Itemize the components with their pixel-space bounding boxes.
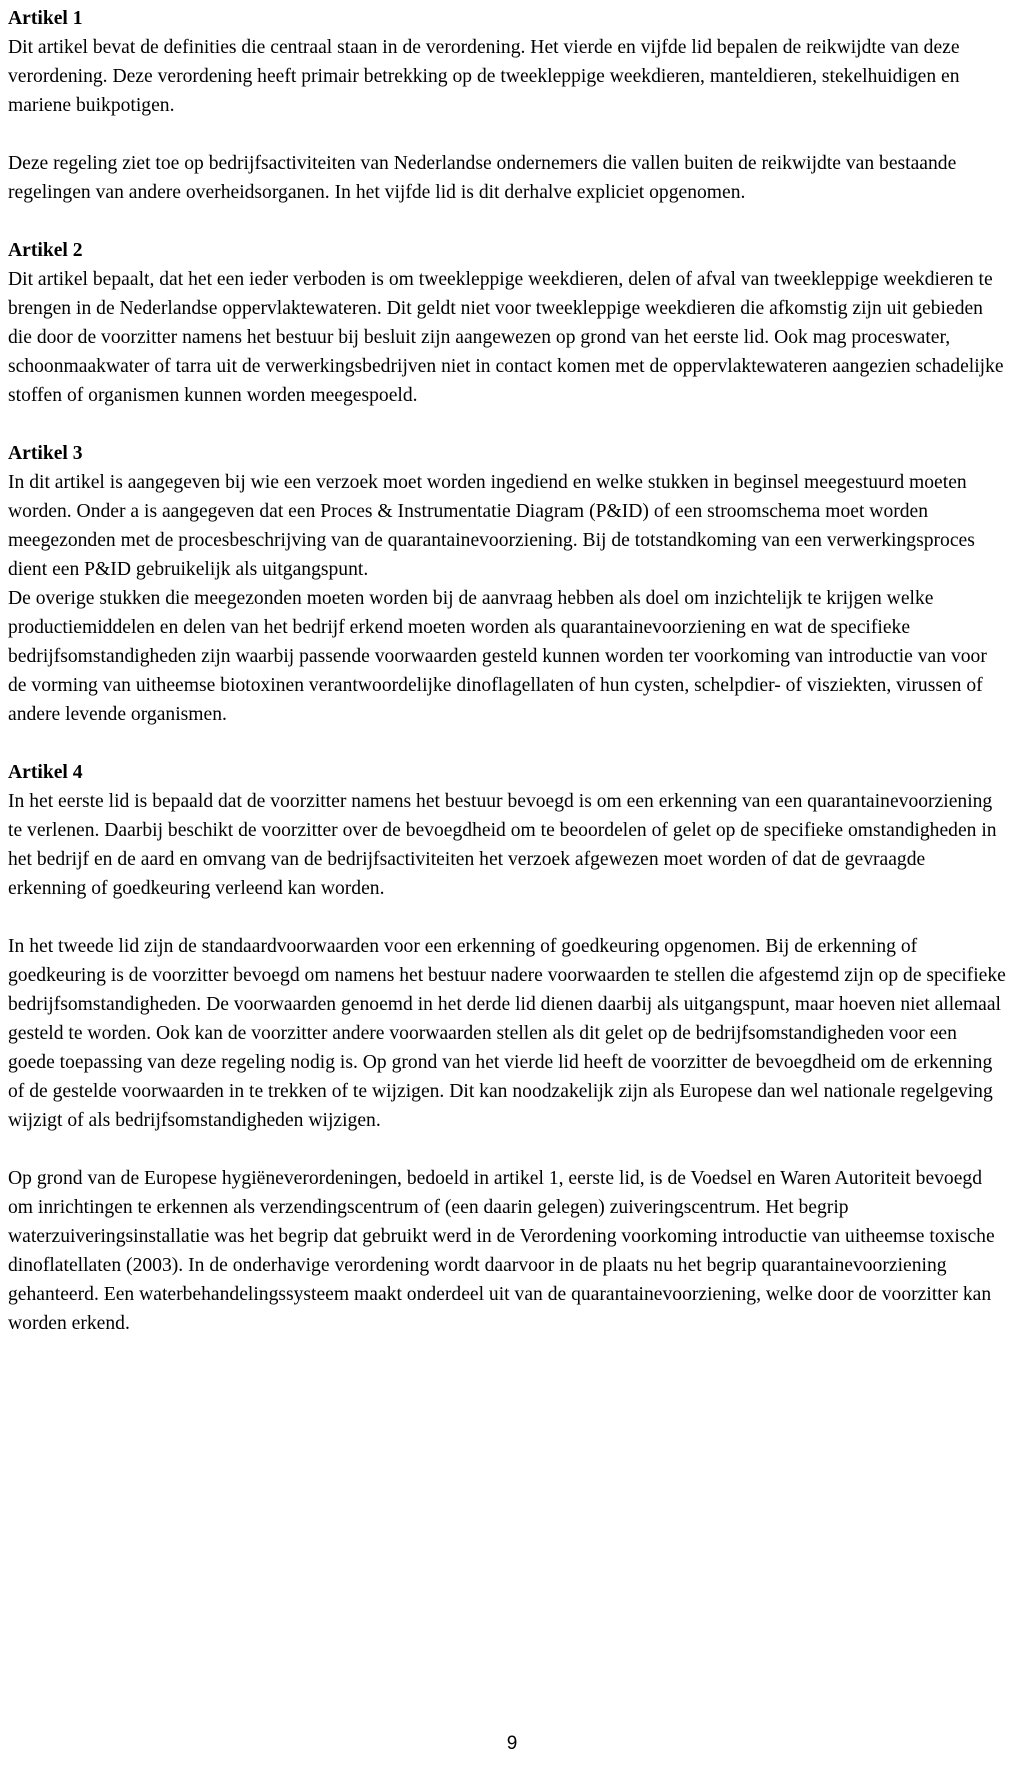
paragraph: In dit artikel is aangegeven bij wie een verzoek moet worden ingediend en welke stukken in beginsel meegestuurd moeten worden. Onder a is aangegeven dat een Proces & Instrumentatie Diagram (P&ID) of een stroomschema moet worden meegezonden met de procesbeschrijving van de quarantainevoorziening. Bij de totstandkoming van een verwerkingsproces dient een P&ID gebruikelijk als uitgangspunt. (8, 472, 975, 580)
paragraph-gap (8, 1135, 1008, 1164)
section-heading: Artikel 4 (8, 762, 83, 783)
section-heading: Artikel 1 (8, 8, 83, 29)
section-heading: Artikel 3 (8, 443, 83, 464)
paragraph: In het eerste lid is bepaald dat de voorzitter namens het bestuur bevoegd is om een erkenning van een quarantainevoorziening te verlenen. Daarbij beschikt de voorzitter over de bevoegdheid om te beoordelen of gelet op de specifieke omstandigheden in het bedrijf en de aard en omvang van de bedrijfsactiviteiten het verzoek afgewezen moet worden of dat de gevraagde erkenning of goedkeuring verleend kan worden. (8, 791, 997, 899)
section-gap (8, 207, 1008, 236)
paragraph: In het tweede lid zijn de standaardvoorwaarden voor een erkenning of goedkeuring opgenomen. Bij de erkenning of goedkeuring is de voorzitter bevoegd om namens het bestuur nadere voorwaarden te stellen die afgestemd zijn op de specifieke bedrijfsomstandigheden. De voorwaarden genoemd in het derde lid dienen daarbij als uitgangspunt, maar hoeven niet allemaal gesteld te worden. Ook kan de voorzitter andere voorwaarden stellen als dit gelet op de bedrijfsomstandigheden voor een goede toepassing van deze regeling nodig is. Op grond van het vierde lid heeft de voorzitter de bevoegdheid om de erkenning of de gestelde voorwaarden in te trekken of te wijzigen. Dit kan noodzakelijk zijn als Europese dan wel nationale regelgeving wijzigt of als bedrijfsomstandigheden wijzigen. (8, 936, 1006, 1131)
document-body (8, 4, 1008, 1338)
section-gap (8, 410, 1008, 439)
paragraph: Dit artikel bepaalt, dat het een ieder verboden is om tweekleppige weekdieren, delen of afval van tweekleppige weekdieren te brengen in de Nederlandse oppervlaktewateren. Dit geldt niet voor tweekleppige weekdieren die afkomstig zijn uit gebieden die door de voorzitter namens het bestuur bij besluit zijn aangewezen op grond van het eerste lid. Ook mag proceswater, schoonmaakwater of tarra uit de verwerkingsbedrijven niet in contact komen met de oppervlaktewateren aangezien schadelijke stoffen of organismen kunnen worden meegespoeld. (8, 269, 1004, 406)
section-artikel-4 (8, 758, 1008, 1338)
section-gap (8, 729, 1008, 758)
paragraph-gap (8, 120, 1008, 149)
paragraph: Dit artikel bevat de definities die centraal staan in de verordening. Het vierde en vijfde lid bepalen de reikwijdte van deze verordening. Deze verordening heeft primair betrekking op de tweekleppige weekdieren, manteldieren, stekelhuidigen en mariene buikpotigen. (8, 37, 960, 116)
paragraph: Op grond van de Europese hygiëneverordeningen, bedoeld in artikel 1, eerste lid, is de Voedsel en Waren Autoriteit bevoegd om inrichtingen te erkennen als verzendingscentrum of (een daarin gelegen) zuiveringscentrum. Het begrip waterzuiveringsinstallatie was het begrip dat gebruikt werd in de Verordening voorkoming introductie van uitheemse toxische dinoflatellaten (2003). In de onderhavige verordening wordt daarvoor in de plaats nu het begrip quarantainevoorziening gehanteerd. Een waterbehandelingssysteem maakt onderdeel uit van de quarantainevoorziening, welke door de voorzitter kan worden erkend. (8, 1168, 995, 1334)
paragraph: Deze regeling ziet toe op bedrijfsactiviteiten van Nederlandse ondernemers die vallen buiten de reikwijdte van bestaande regelingen van andere overheidsorganen. In het vijfde lid is dit derhalve expliciet opgenomen. (8, 153, 957, 203)
page-number: 9 (506, 1733, 518, 1754)
section-heading: Artikel 2 (8, 240, 83, 261)
section-artikel-1 (8, 4, 1008, 207)
section-artikel-3 (8, 439, 1008, 729)
section-artikel-2 (8, 236, 1008, 410)
paragraph-gap (8, 903, 1008, 932)
paragraph: De overige stukken die meegezonden moeten worden bij de aanvraag hebben als doel om inzichtelijk te krijgen welke productiemiddelen en delen van het bedrijf erkend moeten worden als quarantainevoorziening en wat de specifieke bedrijfsomstandigheden zijn waarbij passende voorwaarden gesteld kunnen worden ter voorkoming van introductie van voor de vorming van uitheemse biotoxinen verantwoordelijke dinoflagellaten of hun cysten, schelpdier- of visziekten, virussen of andere levende organismen. (8, 588, 987, 725)
